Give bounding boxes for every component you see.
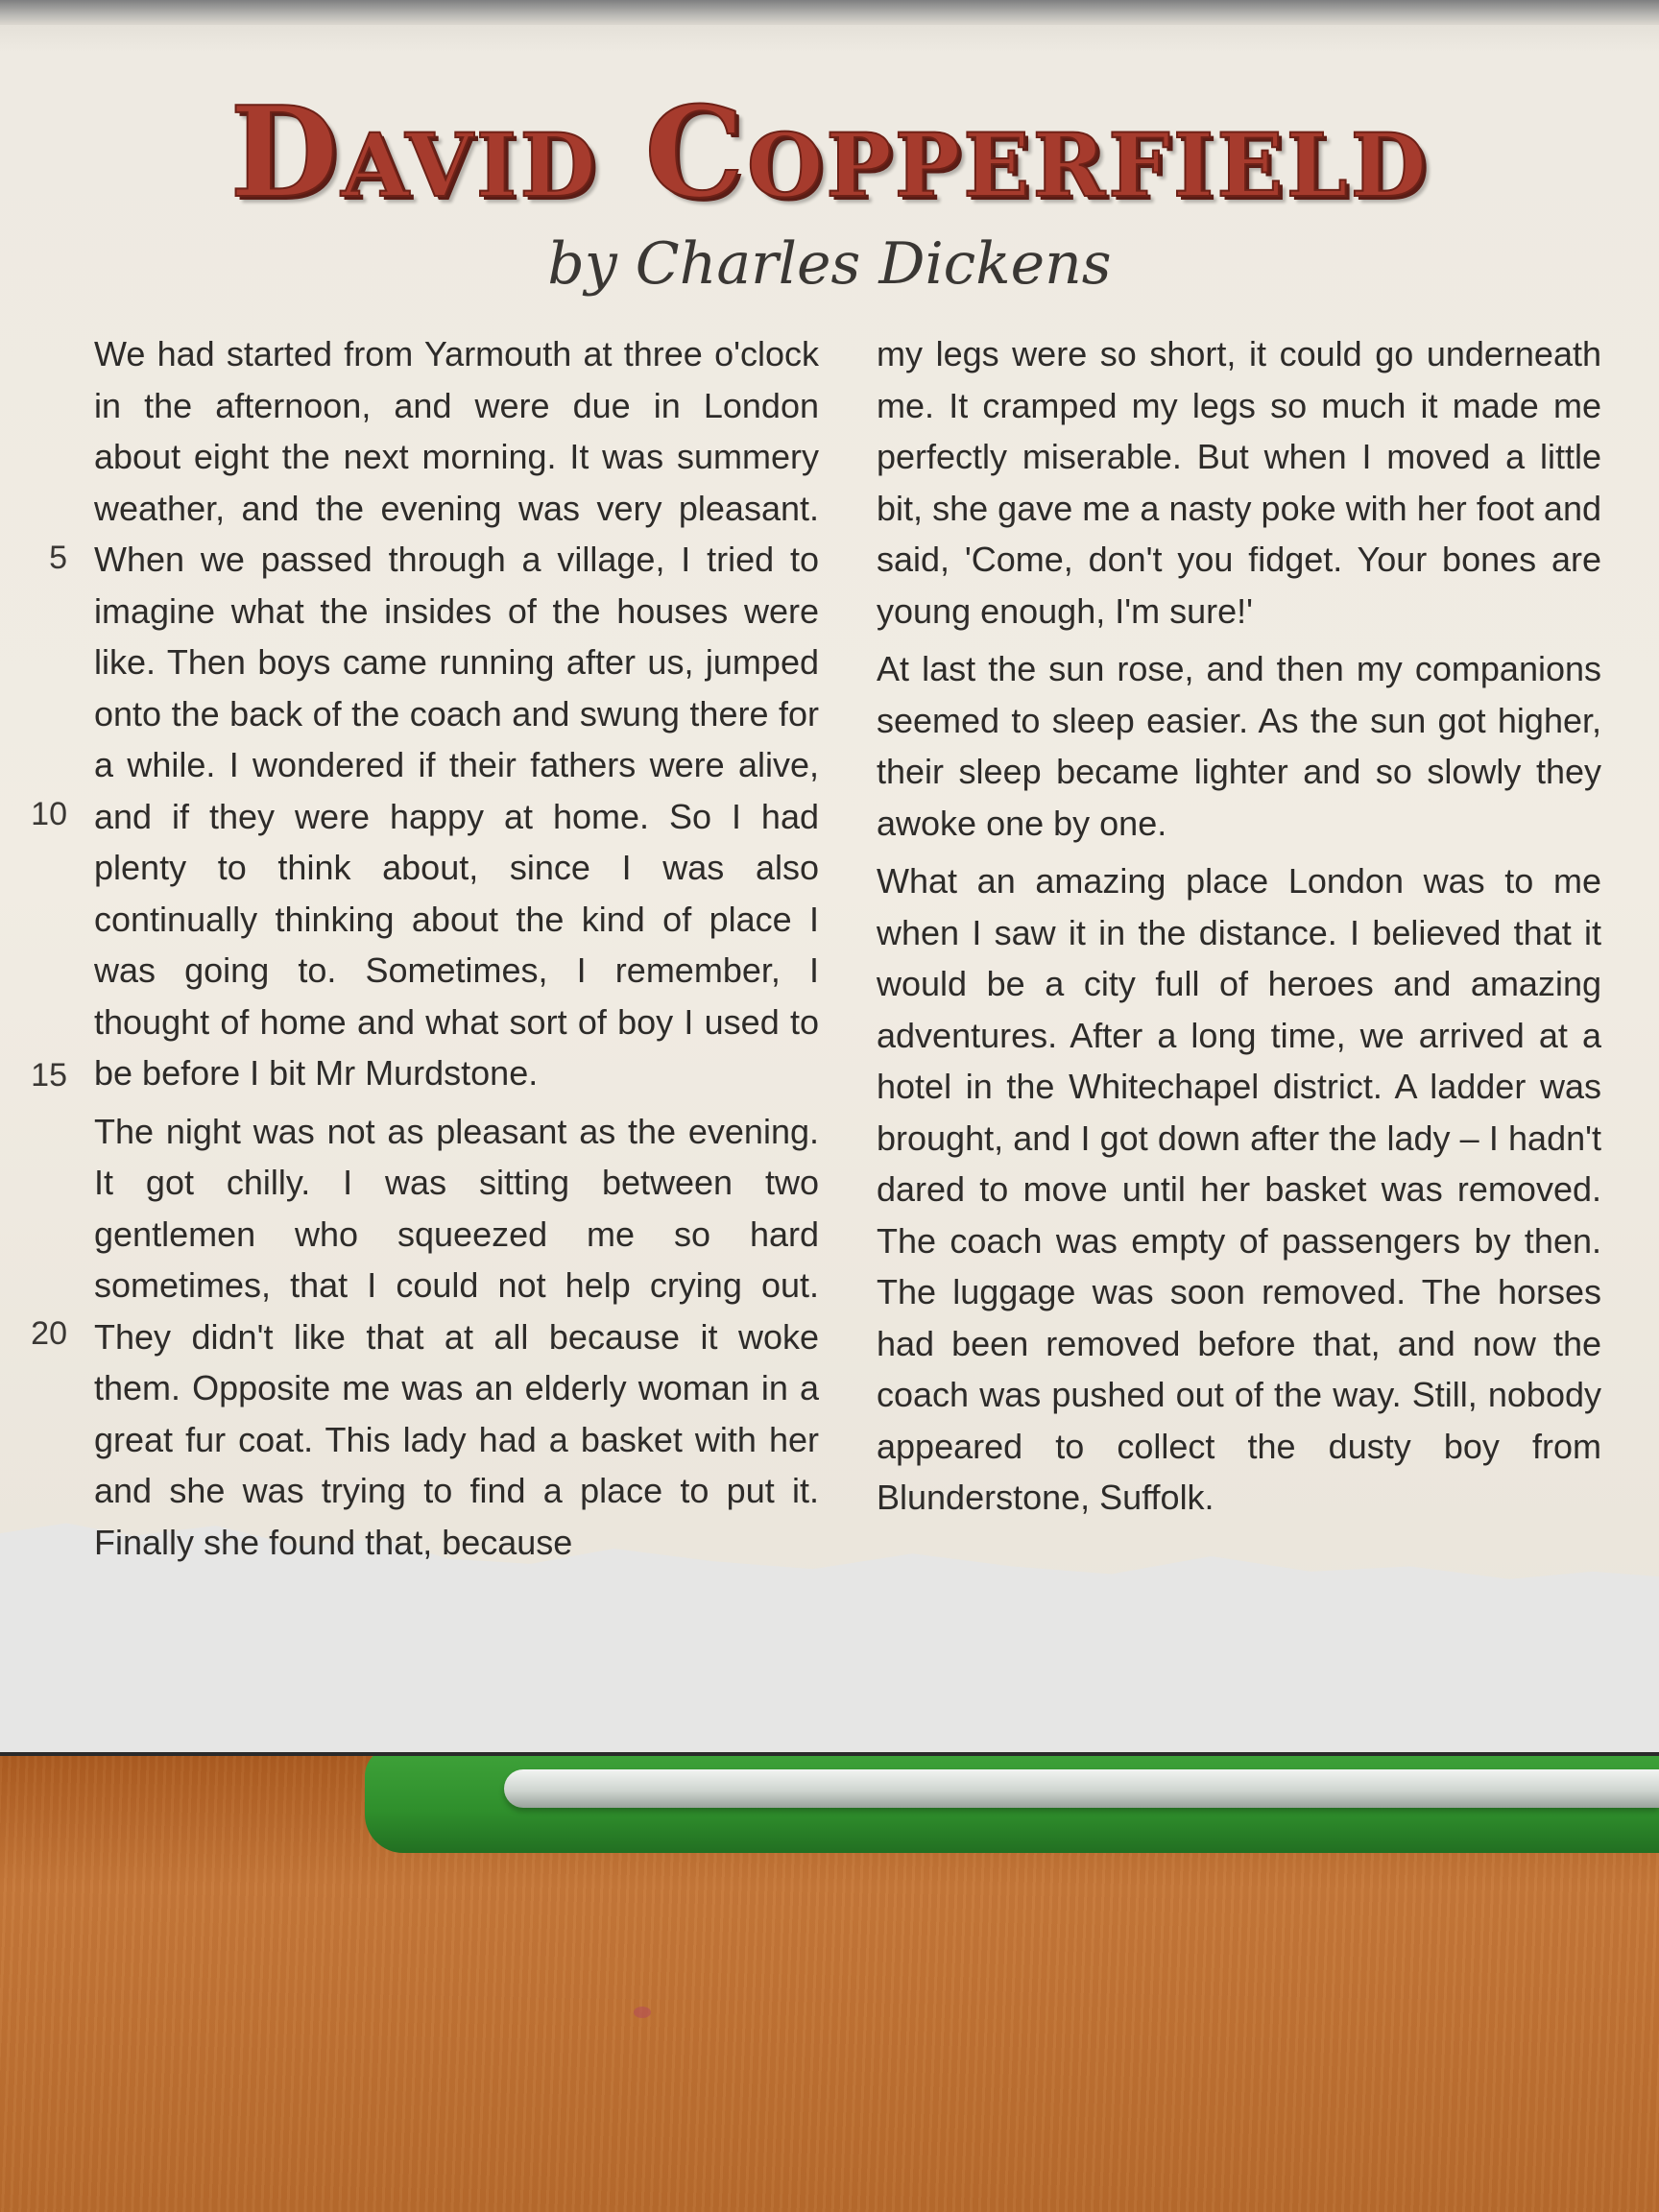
desk-stain: [634, 2007, 651, 2018]
paragraph: The night was not as pleasant as the evening. It got chilly. I was sitting between two gentlemen who squeezed me so hard sometimes, that I could not help crying out. They didn't like that at all because it woke them. Opposite me was an elderly woman in a great fur coat. This lady had a basket with her and she was trying to find a place to put it. Finally she found that, because: [94, 1111, 819, 1562]
text-column-left: [94, 328, 819, 1575]
story-title: David Copperfield: [229, 79, 1430, 226]
paragraph: my legs were so short, it could go underneath me. It cramped my legs so much it made me perfectly miserable. But when I moved a little bit, she gave me a nasty poke with her foot and said, 'Come, don't you fidget. Your bones are young enough, I'm sure!': [877, 334, 1601, 631]
line-number: 5: [49, 540, 67, 576]
paragraph: What an amazing place London was to me when I saw it in the distance. I believed that it would be a city full of heroes and amazing adventures. After a long time, we arrived at a hotel in the Whitechapel district. A ladder was brought, and I got down after the lady – I hadn't dared to move until her basket was removed. The coach was empty of passengers by then. The luggage was soon removed. The horses had been removed before that, and now the coach was pushed out of the way. Still, nobody appeared to collect the dusty boy from Blunderstone, Suffolk.: [877, 861, 1601, 1517]
line-number: 10: [31, 796, 67, 832]
line-number: 15: [31, 1057, 67, 1094]
author-byline: by Charles Dickens: [547, 230, 1112, 298]
line-number: 20: [31, 1315, 67, 1352]
page-top-edge: [0, 0, 1659, 25]
text-column-right: [877, 328, 1601, 1530]
book-stand-rod: [504, 1769, 1659, 1808]
paragraph: At last the sun rose, and then my companions seemed to sleep easier. As the sun got higher, their sleep became lighter and so slowly they awoke one by one.: [877, 649, 1601, 843]
paragraph: We had started from Yarmouth at three o'clock in the afternoon, and were due in London about eight the next morning. It was summery weather, and the evening was very pleasant. When we passed through a village, I tried to imagine what the insides of the houses were like. Then boys came running after us, jumped onto the back of the coach and swung there for a while. I wondered if their fathers were alive, and if they were happy at home. So I had plenty to think about, since I was also continually thinking about the kind of place I was going to. Sometimes, I remember, I thought of home and what sort of boy I used to be before I bit Mr Murdstone.: [94, 334, 819, 1093]
